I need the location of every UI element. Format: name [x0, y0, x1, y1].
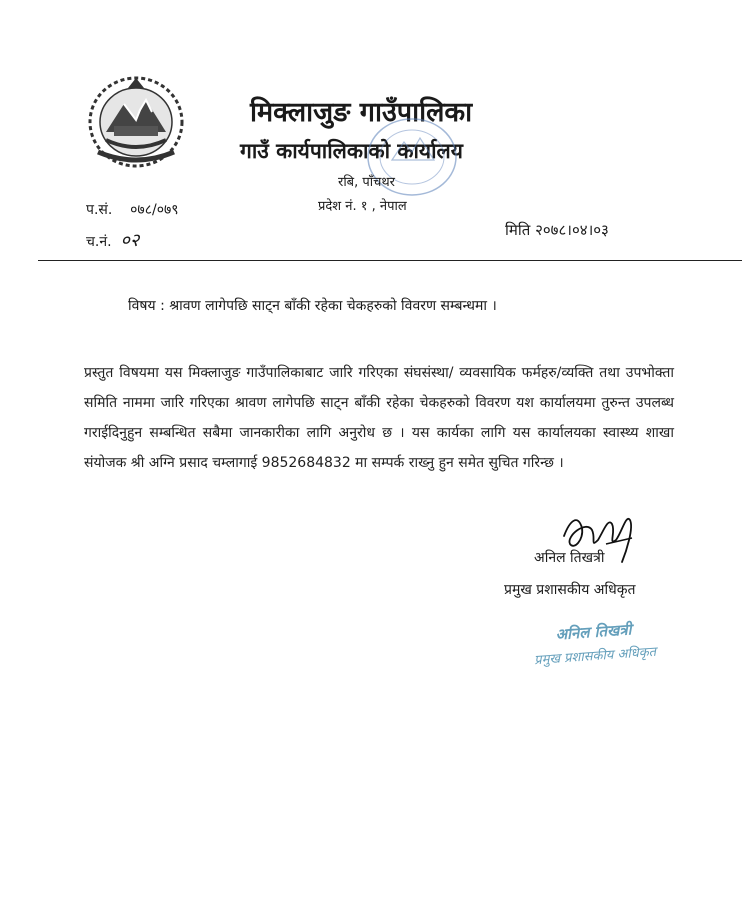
signer-title: प्रमुख प्रशासकीय अधिकृत	[504, 582, 636, 598]
stamp-title: प्रमुख प्रशासकीय अधिकृत	[533, 644, 657, 669]
header-divider	[38, 260, 742, 261]
stamp-name: अनिल तिखत्री	[554, 620, 632, 644]
date-value: २०७८।०४।०३	[535, 221, 609, 239]
address-line-2: प्रदेश नं. १ , नेपाल	[318, 199, 407, 214]
chalani-value: ०२	[120, 230, 140, 251]
nepal-emblem-icon	[84, 70, 188, 170]
patra-sankhya	[86, 200, 179, 219]
letter-date	[505, 220, 609, 240]
address-line-1: रबि, पाँचथर	[338, 175, 396, 190]
patra-sankhya-label: प.सं.	[86, 202, 113, 218]
office-name: गाउँ कार्यपालिकाको कार्यालय	[240, 139, 463, 163]
org-name: मिक्लाजुङ गाउँपालिका	[250, 97, 473, 128]
signer-name: अनिल तिखत्री	[534, 550, 605, 566]
chalani-number	[86, 228, 139, 252]
chalani-label: च.नं.	[86, 234, 112, 250]
date-label: मिति	[505, 221, 531, 239]
letter-subject: विषय : श्रावण लागेपछि साट्न बाँकी रहेका चेकहरुको विवरण सम्बन्धमा ।	[128, 298, 497, 314]
patra-sankhya-value: ०७८/०७९	[130, 202, 179, 218]
letter-body: प्रस्तुत विषयमा यस मिक्लाजुङ गाउँपालिकाबाट जारि गरिएका संघसंस्था/ व्यवसायिक फर्महरु/व्यक्ति तथा उपभोक्ता समिति नाममा जारि गरिएका श्रावण लागेपछि साट्न बाँकी रहेका चेकहरुको विवरण यश कार्यालयमा तुरुन्त उपलब्ध गराईदिनुहुन सम्बन्धित सबैमा जानकारीका लागि अनुरोध छ । यस कार्यका लागि यस कार्यालयका स्वास्थ्य शाखा संयोजक श्री अग्नि प्रसाद चम्लागाई 9852684832 मा सम्पर्क राख्नु हुन समेत सुचित गरिन्छ ।	[84, 365, 674, 471]
official-stamp	[508, 616, 681, 670]
